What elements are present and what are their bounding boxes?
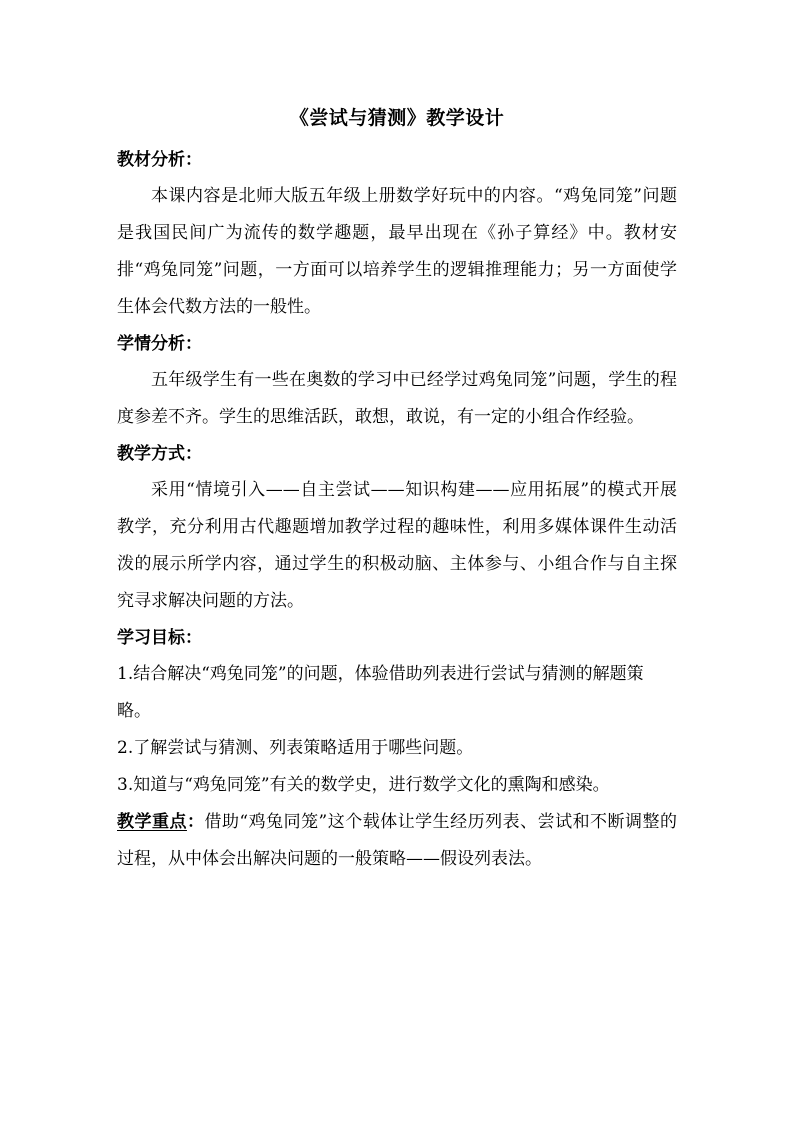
- section-teaching-method: [117, 436, 677, 620]
- key-point-label: 教学重点: [117, 812, 187, 832]
- document-page: [117, 100, 677, 878]
- document-title: 《尝试与猜测》教学设计: [289, 107, 505, 129]
- goal-item: 2.了解尝试与猜测、列表策略适用于哪些问题。: [117, 738, 474, 758]
- section-paragraph: 本课内容是北师大版五年级上册数学好玩中的内容。“鸡兔同笼”问题是我国民间广为流传的数学趣题，最早出现在《孙子算经》中。教材安排“鸡兔同笼”问题，一方面可以培养学生的逻辑推理能力；另一方面使学生体会代数方法的一般性。: [117, 186, 677, 317]
- key-point-colon: ：: [186, 812, 205, 832]
- key-point-paragraph: [117, 804, 677, 878]
- goal-item: 1.结合解决“鸡兔同笼”的问题，体验借助列表进行尝试与猜测的解题策略。: [117, 664, 644, 721]
- goal-item: 3.知道与“鸡兔同笼”有关的数学史，进行数学文化的熏陶和感染。: [117, 775, 610, 795]
- section-textbook-analysis: [117, 142, 677, 326]
- section-learning-goals: [117, 620, 677, 804]
- section-paragraph: 五年级学生有一些在奥数的学习中已经学过鸡兔同笼”问题，学生的程度参差不齐。学生的思维活跃，敢想，敢说，有一定的小组合作经验。: [117, 370, 677, 427]
- section-paragraph: 采用“情境引入——自主尝试——知识构建——应用拓展”的模式开展教学，充分利用古代趣题增加教学过程的趣味性，利用多媒体课件生动活泼的展示所学内容，通过学生的积极动脑、主体参与、小组合作与自主探究寻求解决问题的方法。: [117, 480, 677, 611]
- section-heading: 学习目标：: [117, 628, 202, 648]
- section-student-analysis: [117, 326, 677, 436]
- section-key-point: [117, 804, 677, 878]
- key-point-text: 借助“鸡兔同笼”这个载体让学生经历列表、尝试和不断调整的过程，从中体会出解决问题的一般策略——假设列表法。: [117, 812, 678, 869]
- section-heading: 教材分析：: [117, 150, 202, 170]
- section-heading: 教学方式：: [117, 444, 202, 464]
- section-heading: 学情分析：: [117, 334, 202, 354]
